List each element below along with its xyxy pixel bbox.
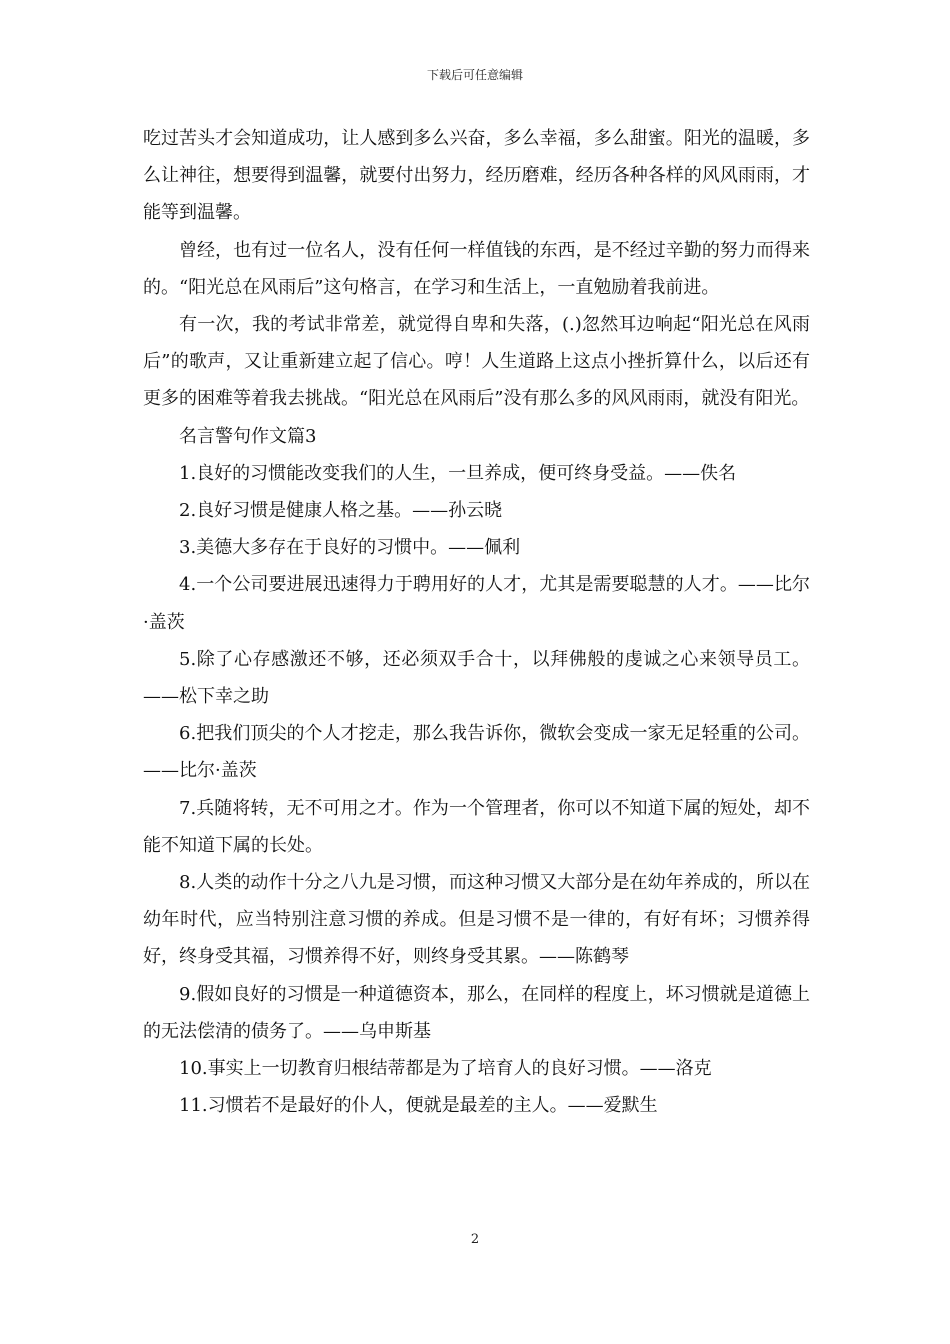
quote-item: 11.习惯若不是最好的仆人，便就是最差的主人。——爱默生 bbox=[179, 1095, 658, 1117]
document-body bbox=[143, 120, 810, 1124]
quote-item: 2.良好习惯是健康人格之基。——孙云晓 bbox=[179, 500, 503, 522]
quote-item: 8.人类的动作十分之八九是习惯，而这种习惯又大部分是在幼年养成的，所以在幼年时代，应当特别注意习惯的养成。但是习惯不是一律的，有好有坏；习惯养得好，终身受其福，习惯养得不好，则终身受其累。——陈鹤琴 bbox=[143, 872, 810, 968]
page-number: 2 bbox=[470, 1232, 480, 1247]
paragraph: 吃过苦头才会知道成功，让人感到多么兴奋，多么幸福，多么甜蜜。阳光的温暖，多么让神往，想要得到温馨，就要付出努力，经历磨难，经历各种各样的风风雨雨，才能等到温馨。 bbox=[143, 128, 810, 224]
paragraph: 有一次，我的考试非常差，就觉得自卑和失落，(.)忽然耳边响起“阳光总在风雨后”的歌声，又让重新建立起了信心。哼！人生道路上这点小挫折算什么，以后还有更多的困难等着我去挑战。“阳光总在风雨后”没有那么多的风风雨雨，就没有阳光。 bbox=[143, 314, 810, 410]
quote-item: 4.一个公司要进展迅速得力于聘用好的人才，尤其是需要聪慧的人才。——比尔·盖茨 bbox=[143, 574, 810, 633]
quote-item: 7.兵随将转，无不可用之才。作为一个管理者，你可以不知道下属的短处，却不能不知道下属的长处。 bbox=[143, 797, 810, 856]
quote-item: 5.除了心存感激还不够，还必须双手合十，以拜佛般的虔诚之心来领导员工。——松下幸之助 bbox=[143, 648, 810, 708]
quote-item: 6.把我们顶尖的个人才挖走，那么我告诉你，微软会变成一家无足轻重的公司。——比尔·盖茨 bbox=[143, 723, 810, 782]
section-heading: 名言警句作文篇3 bbox=[179, 425, 317, 447]
quote-item: 3.美德大多存在于良好的习惯中。——佩利 bbox=[179, 537, 521, 559]
quote-item: 10.事实上一切教育归根结蒂都是为了培育人的良好习惯。——洛克 bbox=[179, 1058, 712, 1080]
paragraph: 曾经，也有过一位名人，没有任何一样值钱的东西，是不经过辛勤的努力而得来的。“阳光总在风雨后”这句格言，在学习和生活上，一直勉励着我前进。 bbox=[143, 239, 810, 298]
quote-item: 1.良好的习惯能改变我们的人生，一旦养成，便可终身受益。——佚名 bbox=[179, 462, 737, 484]
quote-item: 9.假如良好的习惯是一种道德资本，那么，在同样的程度上，坏习惯就是道德上的无法偿清的债务了。——乌申斯基 bbox=[143, 983, 810, 1042]
page-header: 下载后可任意编辑 bbox=[426, 68, 523, 82]
